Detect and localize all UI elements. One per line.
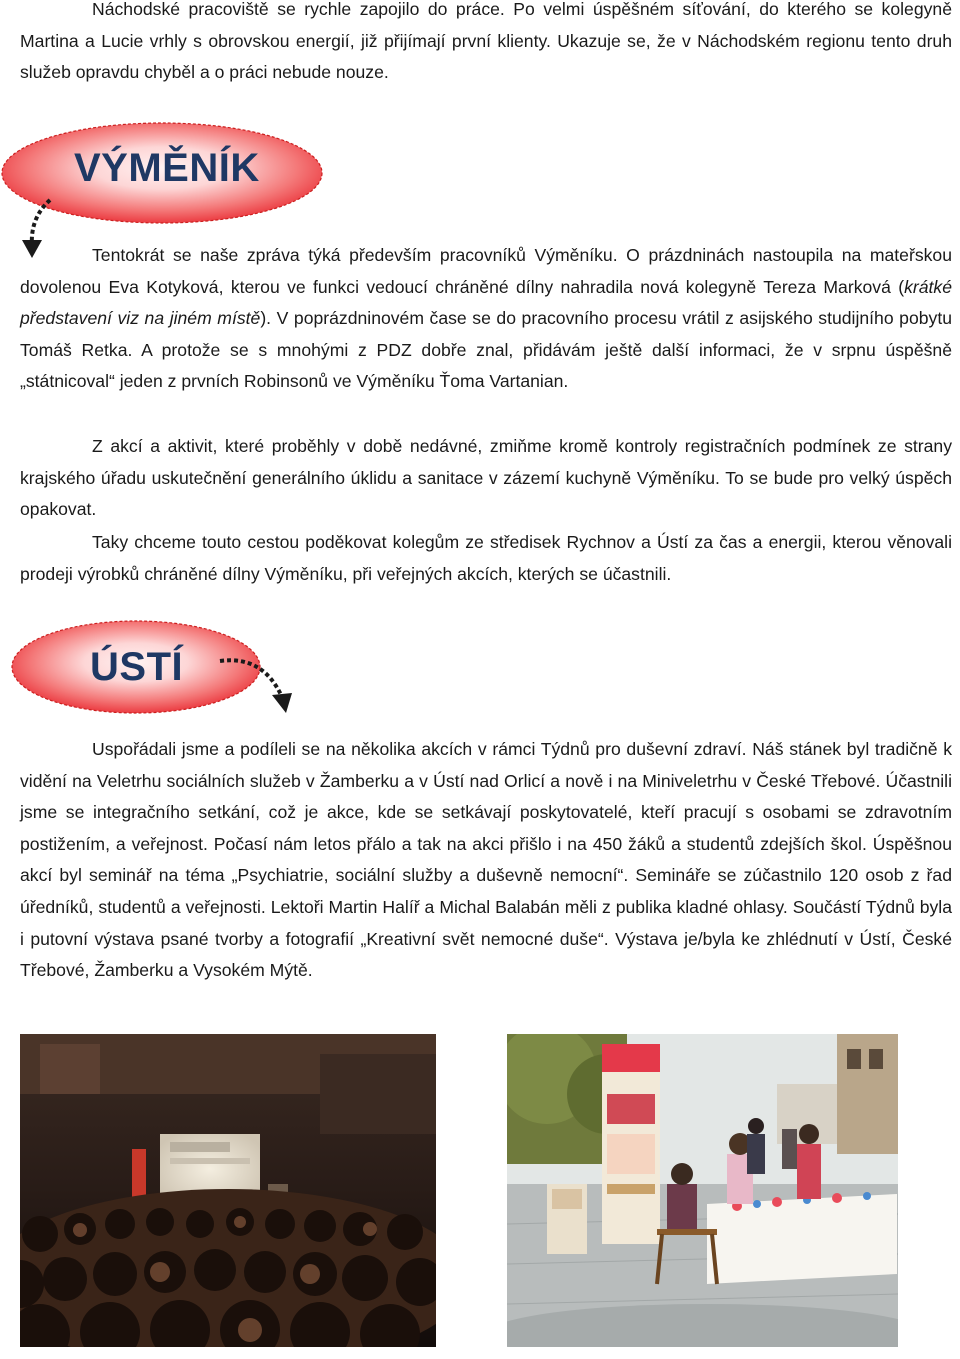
usti-heading-badge xyxy=(8,615,308,725)
vymenik-p1-text-a: Tentokrát se naše zpráva týká především pracovníků Výměníku. O prázdninách nastoupila na mateřskou dovolenou Eva Kotyková, kterou ve funkci vedoucí chráněné dílny nahradila nová kolegyně Tereza Marková ( xyxy=(20,245,952,297)
vymenik-heading: VÝMĚNÍK xyxy=(74,146,260,190)
vymenik-paragraph-1 xyxy=(20,240,952,398)
seminar-audience-photo xyxy=(20,1034,436,1347)
vymenik-paragraph-3: Taky chceme touto cestou poděkovat kolegům ze středisek Rychnov a Ústí za čas a energii, kterou věnovali prodeji výrobků chráněné dílny Výměníku, při veřejných akcích, kterých se účastnili. xyxy=(20,532,952,584)
intro-paragraph: Náchodské pracoviště se rychle zapojilo do práce. Po velmi úspěšném síťování, do kterého se kolegyně Martina a Lucie vrhly s obrovskou energií, již přijímají první klienty. Ukazuje se, že v Náchodském regionu tento druh služeb opravdu chyběl a o práci nebude nouze. xyxy=(20,0,952,83)
usti-heading: ÚSTÍ xyxy=(90,645,184,689)
vymenik-paragraph-2: Z akcí a aktivit, které proběhly v době nedávné, zmiňme kromě kontroly registračních podmínek ze strany krajského úřadu uskutečnění generálního úklidu a sanitace v zázemí kuchyně Výměníku. To se bude pro velký úspěch opakovat. xyxy=(20,436,952,520)
vymenik-p1-italic: krátké představení viz na jiném místě xyxy=(20,276,952,329)
usti-paragraph-1: Uspořádali jsme a podíleli se na několika akcích v rámci Týdnů pro duševní zdraví. Náš stánek byl tradičně k vidění na Veletrhu sociálních služeb v Žamberku a v Ústí nad Orlicí a nově i na Miniveletrhu v České Třebové. Účastnili jsme se integračního setkání, což je akce, kde se setkávají poskytovatelé, kteří pracují s osobami se zdravotním postižením, a veřejnost. Počasí nám letos přálo a tak na akci přišlo i na 450 žáků a studentů zdejších škol. Úspěšnou akcí byl seminář na téma „Psychiatrie, sociální služby a duševně nemocní“. Semináře se zúčastnilo 120 osob z řad úředníků, studentů a veřejnosti. Lektoři Martin Halíř a Michal Balabán měli z publika kladné ohlasy. Součástí Týdnů byla i putovní výstava psané tvorby a fotografií „Kreativní svět nemocné duše“. Výstava je/byla ke zhlédnutí v Ústí, České Třebové, Žamberku a Vysokém Mýtě. xyxy=(20,739,952,981)
outdoor-stand-photo xyxy=(507,1034,898,1347)
vymenik-p1-text-b: ). V poprázdninovém čase se do pracovního procesu vrátil z asijského studijního pobytu Tomáš Retka. A protože se s mnohými z PDZ dobře znal, přidávám ještě další informaci, že v srpnu úspěšně „státnicoval“ jeden z prvních Robinsonů ve Výměníku Ťoma Vartanian. xyxy=(20,308,952,392)
